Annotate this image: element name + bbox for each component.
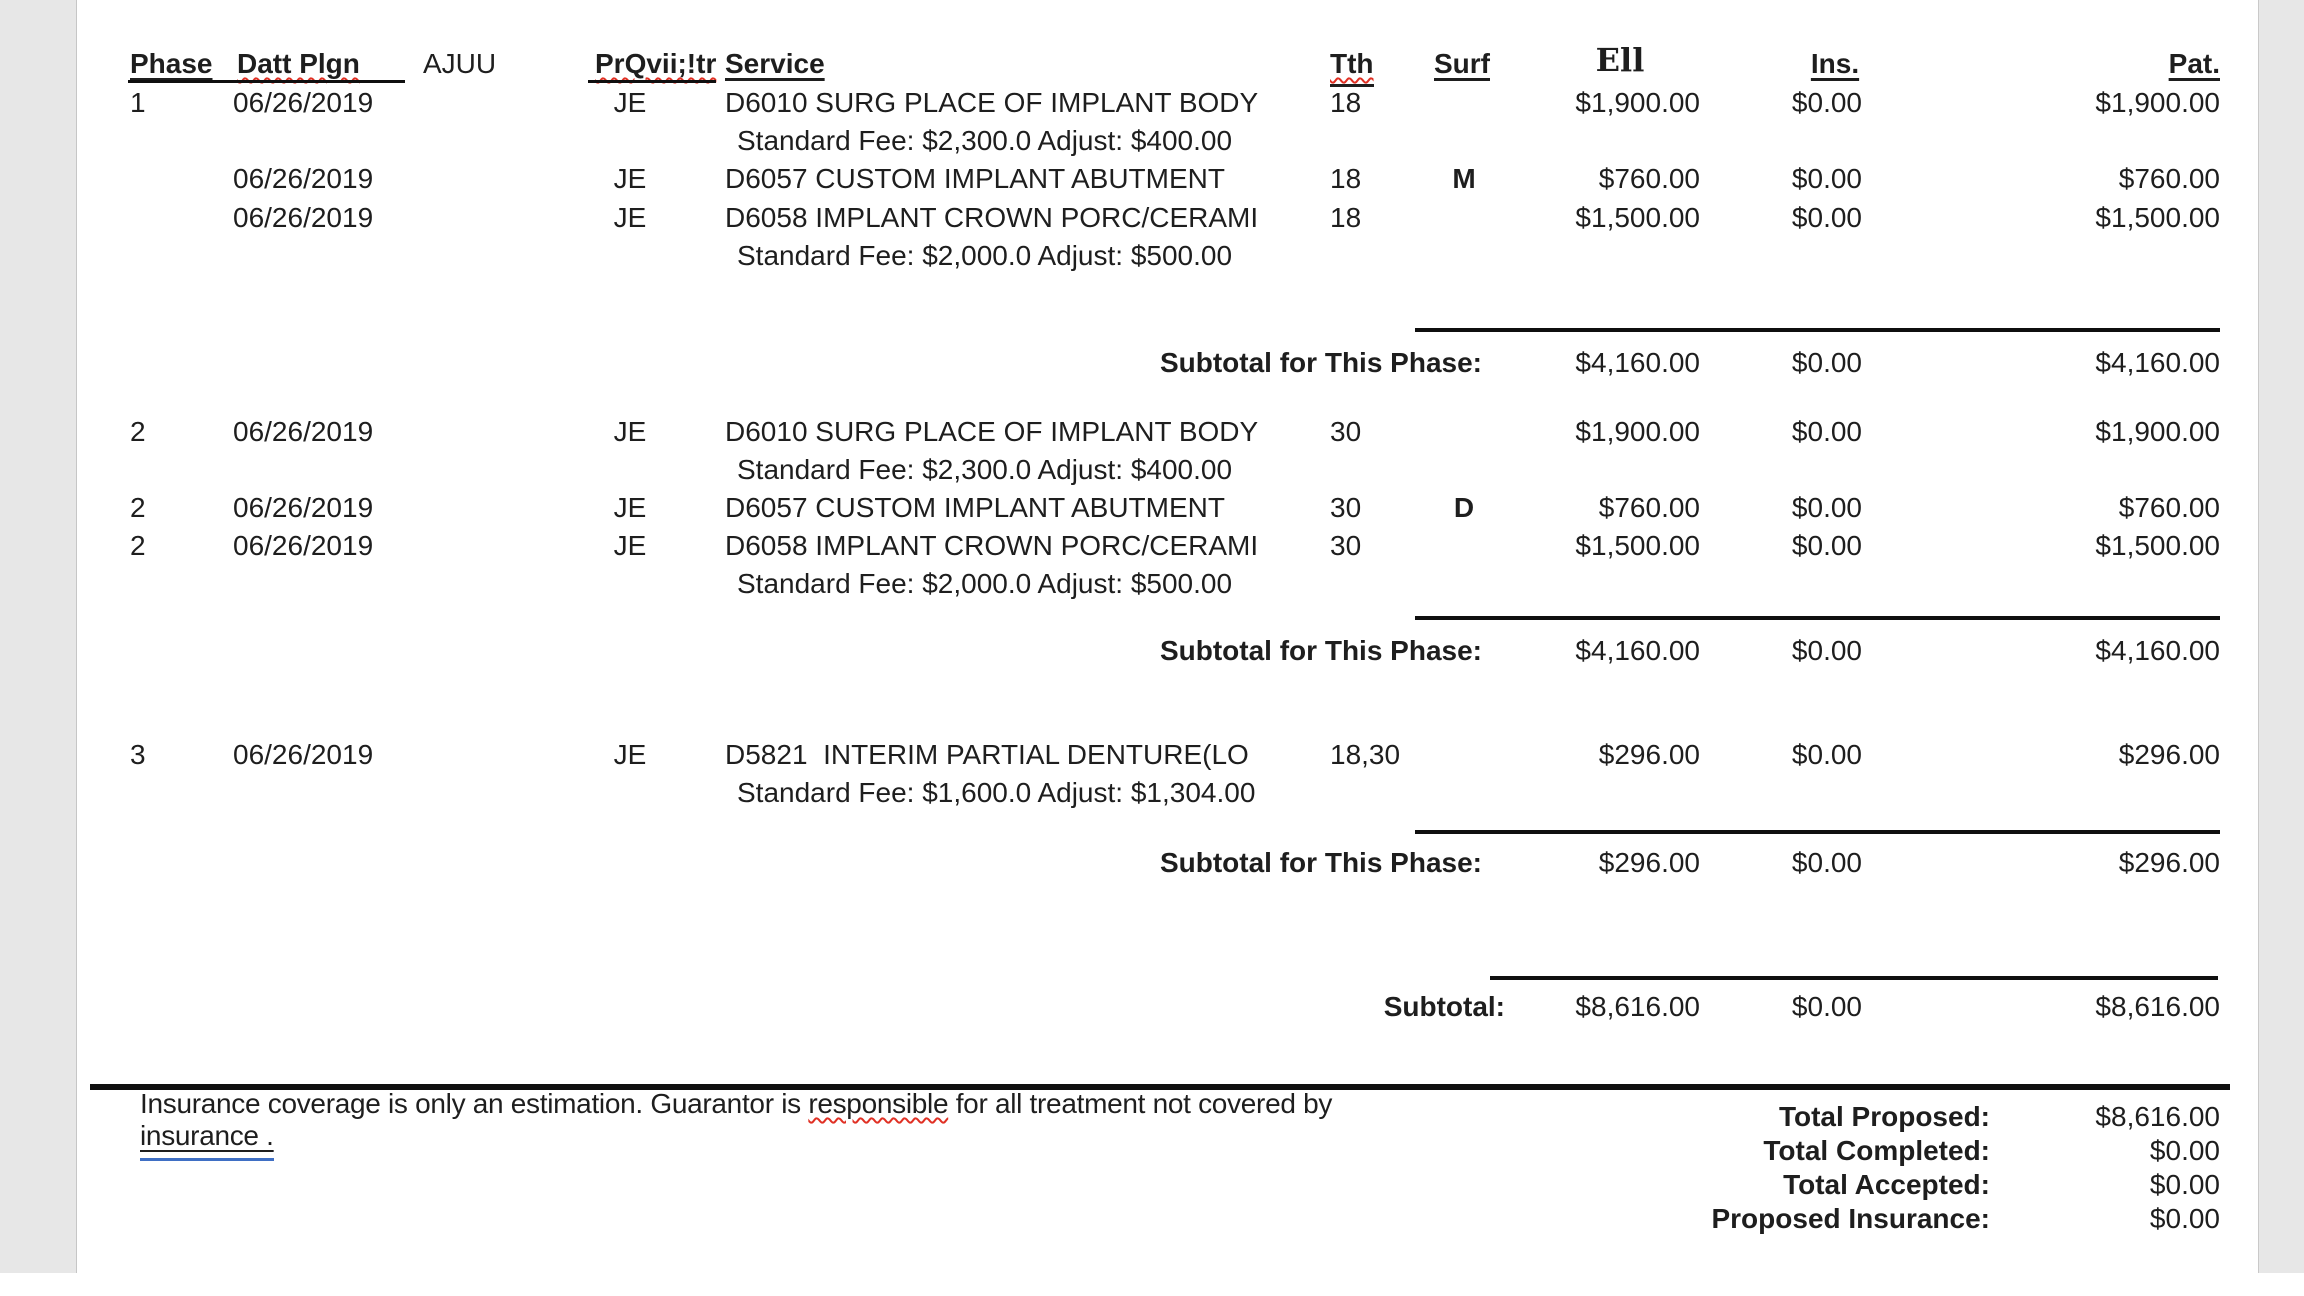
provider-cell: JE xyxy=(613,416,647,447)
fee-cell: $760.00 xyxy=(1598,163,1700,194)
phase-subtotal-patient: $4,160.00 xyxy=(2095,347,2220,378)
column-header-extra: AJUU xyxy=(423,48,497,79)
service-cell: D6010 SURG PLACE OF IMPLANT BODY xyxy=(725,87,1259,118)
page-margin-right xyxy=(2258,0,2304,1273)
phase-subtotal-insurance: $0.00 xyxy=(1791,347,1862,378)
disclaimer-line1 xyxy=(140,1086,1332,1122)
column-header-tooth-label: Tth xyxy=(1330,48,1374,79)
disclaimer-text: Insurance coverage is only an estimation. Guarantor is xyxy=(140,1088,809,1119)
insurance-cell: $0.00 xyxy=(1791,202,1862,233)
header-rule-phase-date xyxy=(128,80,405,83)
column-header-phase: Phase xyxy=(130,48,213,79)
tooth-cell: 30 xyxy=(1330,530,1362,561)
fee-cell: $1,900.00 xyxy=(1575,87,1700,118)
fee-cell: $296.00 xyxy=(1598,739,1700,770)
phase-subtotal-patient: $4,160.00 xyxy=(2095,635,2220,666)
tooth-cell: 30 xyxy=(1330,416,1362,447)
subtotal-rule xyxy=(1415,328,2220,332)
standard-fee-note: Standard Fee: $2,000.0 Adjust: $500.00 xyxy=(737,568,1233,599)
phase-subtotal-insurance: $0.00 xyxy=(1791,635,1862,666)
provider-cell: JE xyxy=(613,202,647,233)
insurance-cell: $0.00 xyxy=(1791,530,1862,561)
surface-cell: D xyxy=(1453,492,1475,523)
date-cell: 06/26/2019 xyxy=(233,416,374,447)
service-cell: D6010 SURG PLACE OF IMPLANT BODY xyxy=(725,416,1259,447)
total-proposed-value: $8,616.00 xyxy=(2095,1101,2220,1132)
tooth-cell: 18 xyxy=(1330,202,1362,233)
patient-cell: $1,500.00 xyxy=(2095,202,2220,233)
phase-cell: 2 xyxy=(130,416,146,447)
phase-cell: 1 xyxy=(130,87,146,118)
proposed-insurance-value: $0.00 xyxy=(2149,1203,2220,1234)
total-completed-label: Total Completed: xyxy=(1763,1135,1990,1166)
service-cell: D6058 IMPLANT CROWN PORC/CERAMI xyxy=(725,530,1259,561)
standard-fee-note: Standard Fee: $2,000.0 Adjust: $500.00 xyxy=(737,240,1233,271)
date-cell: 06/26/2019 xyxy=(233,530,374,561)
grand-subtotal-patient: $8,616.00 xyxy=(2095,991,2220,1022)
provider-cell: JE xyxy=(613,87,647,118)
column-header-patient: Pat. xyxy=(2168,48,2220,79)
insurance-cell: $0.00 xyxy=(1791,87,1862,118)
tooth-cell: 30 xyxy=(1330,492,1362,523)
standard-fee-note: Standard Fee: $2,300.0 Adjust: $400.00 xyxy=(737,125,1233,156)
column-header-surface: Surf xyxy=(1434,48,1490,79)
phase-subtotal-label: Subtotal for This Phase: xyxy=(1159,635,1482,666)
header-rule-provider xyxy=(588,80,716,83)
phase-cell: 3 xyxy=(130,739,146,770)
date-cell: 06/26/2019 xyxy=(233,739,374,770)
insurance-cell: $0.00 xyxy=(1791,492,1862,523)
subtotal-rule xyxy=(1415,830,2220,834)
column-header-fee: Ell xyxy=(1595,41,1645,79)
proposed-insurance-label: Proposed Insurance: xyxy=(1711,1203,1990,1234)
column-header-insurance: Ins. xyxy=(1810,48,1860,79)
phase-subtotal-label: Subtotal for This Phase: xyxy=(1159,347,1482,378)
phase-subtotal-label: Subtotal for This Phase: xyxy=(1159,847,1482,878)
subtotal-rule xyxy=(1415,616,2220,620)
service-cell: D6057 CUSTOM IMPLANT ABUTMENT xyxy=(725,163,1225,194)
column-header-tooth xyxy=(1330,46,1374,87)
insurance-underlined-text: insurance . xyxy=(140,1120,274,1151)
column-header-service: Service xyxy=(725,48,825,79)
insurance-cell: $0.00 xyxy=(1791,163,1862,194)
surface-cell: M xyxy=(1452,163,1476,194)
total-accepted-label: Total Accepted: xyxy=(1783,1169,1990,1200)
provider-cell: JE xyxy=(613,530,647,561)
disclaimer-line2 xyxy=(140,1118,274,1161)
grand-subtotal-insurance: $0.00 xyxy=(1791,991,1862,1022)
date-cell: 06/26/2019 xyxy=(233,202,374,233)
page-margin-left xyxy=(0,0,77,1273)
date-cell: 06/26/2019 xyxy=(233,87,374,118)
standard-fee-note: Standard Fee: $1,600.0 Adjust: $1,304.00 xyxy=(737,777,1256,808)
disclaimer-text: for all treatment not covered by xyxy=(948,1088,1333,1119)
disclaimer-flagged-word: responsible xyxy=(808,1088,949,1119)
service-cell: D5821 INTERIM PARTIAL DENTURE(LO xyxy=(725,739,1249,770)
total-accepted-value: $0.00 xyxy=(2149,1169,2220,1200)
grand-subtotal-label: Subtotal: xyxy=(1383,991,1505,1022)
phase-cell: 2 xyxy=(130,492,146,523)
grand-subtotal-fee: $8,616.00 xyxy=(1575,991,1700,1022)
tooth-cell: 18 xyxy=(1330,163,1362,194)
phase-subtotal-fee: $296.00 xyxy=(1598,847,1700,878)
provider-cell: JE xyxy=(613,163,647,194)
patient-cell: $1,900.00 xyxy=(2095,416,2220,447)
total-proposed-label: Total Proposed: xyxy=(1778,1101,1990,1132)
total-completed-value: $0.00 xyxy=(2149,1135,2220,1166)
phase-subtotal-fee: $4,160.00 xyxy=(1575,347,1700,378)
phase-subtotal-patient: $296.00 xyxy=(2118,847,2220,878)
fee-cell: $1,900.00 xyxy=(1575,416,1700,447)
service-cell: D6057 CUSTOM IMPLANT ABUTMENT xyxy=(725,492,1225,523)
patient-cell: $1,500.00 xyxy=(2095,530,2220,561)
fee-cell: $760.00 xyxy=(1598,492,1700,523)
provider-cell: JE xyxy=(613,492,647,523)
provider-cell: JE xyxy=(613,739,647,770)
patient-cell: $296.00 xyxy=(2118,739,2220,770)
date-cell: 06/26/2019 xyxy=(233,163,374,194)
date-cell: 06/26/2019 xyxy=(233,492,374,523)
tooth-cell: 18 xyxy=(1330,87,1362,118)
standard-fee-note: Standard Fee: $2,300.0 Adjust: $400.00 xyxy=(737,454,1233,485)
grand-subtotal-rule xyxy=(1490,976,2218,980)
phase-subtotal-fee: $4,160.00 xyxy=(1575,635,1700,666)
tooth-cell: 18,30 xyxy=(1330,739,1401,770)
patient-cell: $1,900.00 xyxy=(2095,87,2220,118)
fee-cell: $1,500.00 xyxy=(1575,530,1700,561)
service-cell: D6058 IMPLANT CROWN PORC/CERAMI xyxy=(725,202,1259,233)
column-header-provider: PrQvii;!tr xyxy=(595,48,717,79)
insurance-cell: $0.00 xyxy=(1791,739,1862,770)
fee-cell: $1,500.00 xyxy=(1575,202,1700,233)
patient-cell: $760.00 xyxy=(2118,163,2220,194)
column-header-date: Datt Plgn xyxy=(237,48,360,79)
patient-cell: $760.00 xyxy=(2118,492,2220,523)
phase-cell: 2 xyxy=(130,530,146,561)
insurance-cell: $0.00 xyxy=(1791,416,1862,447)
phase-subtotal-insurance: $0.00 xyxy=(1791,847,1862,878)
